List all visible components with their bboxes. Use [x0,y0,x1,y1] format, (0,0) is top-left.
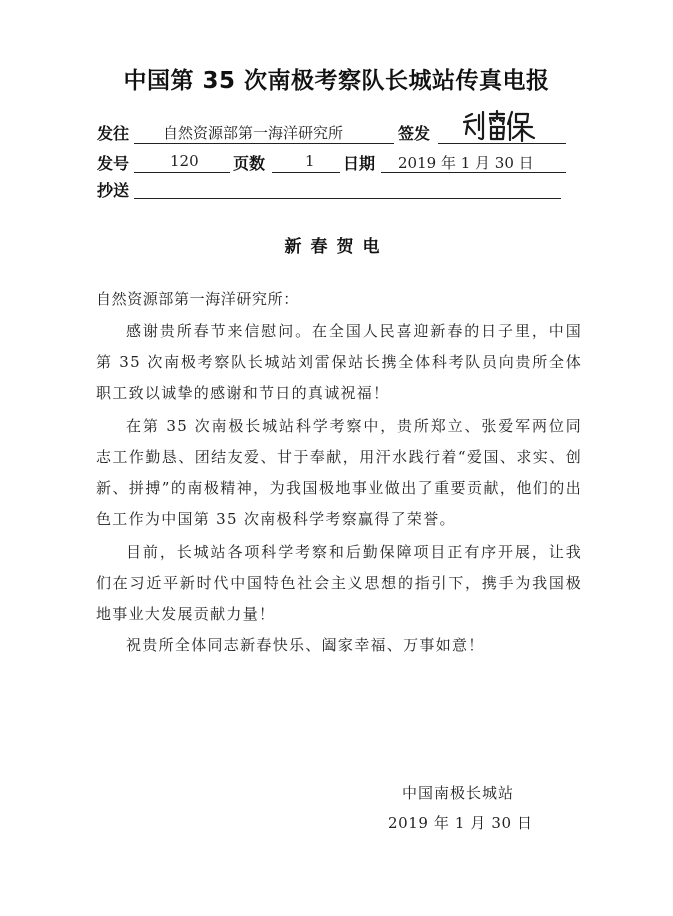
greeting-heading: 新春贺电 [284,237,389,257]
paragraph-1: 感谢贵所春节来信慰问。在全国人民喜迎新春的日子里，中国第 35 次南极考察队长城站刘雷保站长携全体科考队员向贵所全体职工致以诚挚的感谢和节日的真诚祝福！ [96,322,582,402]
date-underline [381,172,566,173]
cc-label: 抄送 [97,181,130,200]
sender-underline [134,143,394,144]
pages-underline [272,172,340,173]
paragraph-3: 目前，长城站各项科学考察和后勤保障项目正有序开展，让我们在习近平新时代中国特色社会主义思想的指引下，携手为我国极地事业大发展贡献力量！ [96,543,582,623]
closing-organization: 中国南极长城站 [402,784,515,802]
date-value: 2019 年 1 月 30 日 [398,154,534,172]
sender-value: 自然资源部第一海洋研究所 [163,124,344,142]
document-title: 中国第 35 次南极考察队长城站传真电报 [123,68,550,94]
cc-underline [134,198,561,199]
handwritten-signature [460,108,540,144]
paragraph-4: 祝贵所全体同志新春快乐、阖家幸福、万事如意！ [126,636,485,654]
date-label: 日期 [343,154,376,173]
number-value: 120 [170,152,199,170]
sender-label: 发往 [97,124,130,143]
message-body [96,316,582,661]
paragraph-2: 在第 35 次南极长城站科学考察中，贵所郑立、张爱军两位同志工作勤恳、团结友爱、甘于奉献，用汗水践行着“爱国、求实、创新、拼搏”的南极精神，为我国极地事业做出了重要贡献，他们的出色工作为中国第 35 次南极科学考察赢得了荣誉。 [96,417,582,528]
pages-value: 1 [305,152,315,170]
number-underline [134,172,230,173]
signer-label: 签发 [398,124,431,143]
closing-date: 2019 年 1 月 30 日 [388,814,533,832]
number-label: 发号 [97,154,130,173]
salutation: 自然资源部第一海洋研究所： [96,290,299,308]
pages-label: 页数 [233,154,266,173]
